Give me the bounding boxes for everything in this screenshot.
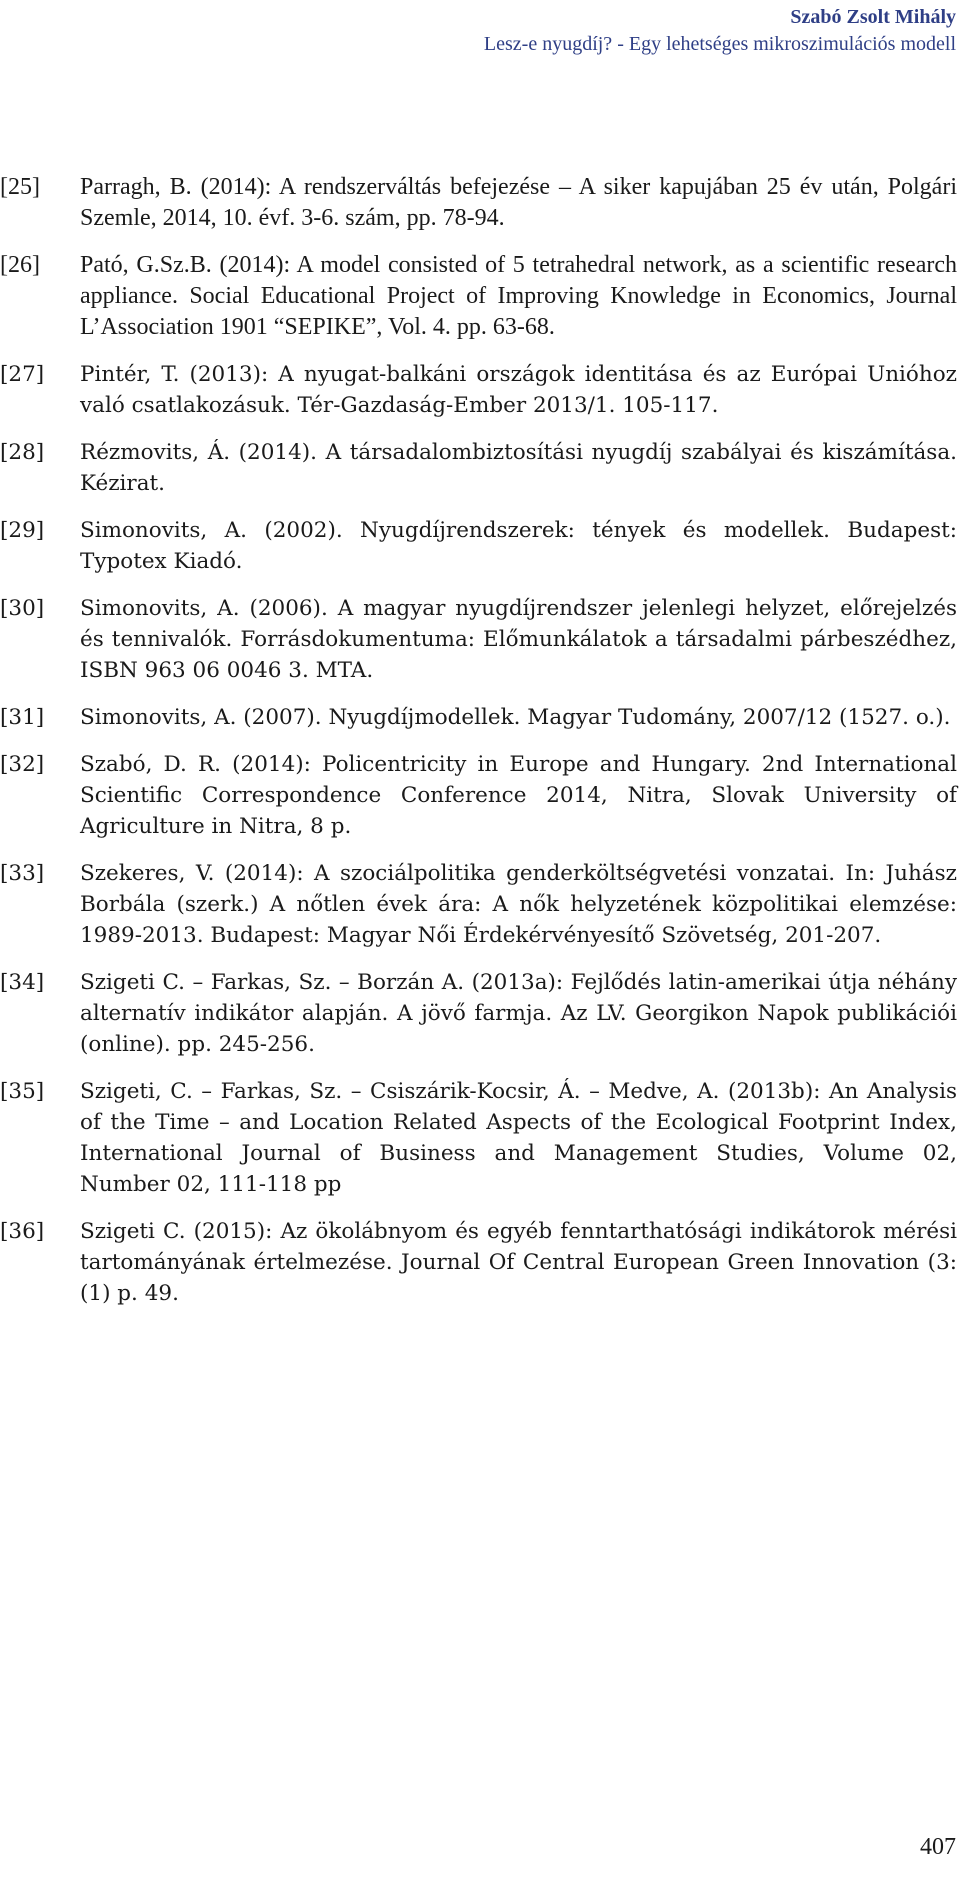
page-number: 407 [920,1834,956,1860]
reference-item [0,172,957,234]
reference-number: [32] [0,752,45,777]
reference-item [0,749,957,842]
reference-item [0,702,957,733]
reference-number: [30] [0,596,45,621]
reference-text: Szigeti, C. – Farkas, Sz. – Csiszárik-Kocsir, Á. – Medve, A. (2013b): An Analysis of the Time – and Location Related Aspects of the Ecological Footprint Index, International Journal of Business and Management Studies, Volume 02, Number 02, 111-118 pp [80,1079,957,1197]
reference-number: [28] [0,440,45,465]
reference-text: Parragh, B. (2014): A rendszerváltás befejezése – A siker kapujában 25 év után, Polgári Szemle, 2014, 10. évf. 3-6. szám, pp. 78-94. [80,174,957,231]
header-title: Lesz-e nyugdíj? - Egy lehetséges mikroszimulációs modell [483,33,956,55]
reference-number: [29] [0,518,45,543]
reference-number: [26] [0,252,40,278]
reference-text: Simonovits, A. (2002). Nyugdíjrendszerek: tények és modellek. Budapest: Typotex Kiadó. [80,518,957,574]
reference-text: Rézmovits, Á. (2014). A társadalombiztosítási nyugdíj szabályai és kiszámítása. Kézirat. [80,440,957,496]
reference-text: Pintér, T. (2013): A nyugat-balkáni országok identitása és az Európai Unióhoz való csatlakozásuk. Tér-Gazdaság-Ember 2013/1. 105-117. [80,362,957,418]
reference-item [0,250,957,343]
reference-text: Szigeti C. (2015): Az ökolábnyom és egyéb fenntarthatósági indikátorok mérési tartományának értelmezése. Journal Of Central European Green Innovation (3: (1) p. 49. [80,1219,957,1306]
reference-item [0,1076,957,1200]
reference-text: Szigeti C. – Farkas, Sz. – Borzán A. (2013a): Fejlődés latin-amerikai útja néhány alternatív indikátor alapján. A jövő farmja. Az LV. Georgikon Napok publikációi (online). pp. 245-256. [80,970,957,1057]
reference-item [0,858,957,951]
reference-text: Szekeres, V. (2014): A szociálpolitika genderköltségvetési vonzatai. In: Juhász Borbála (szerk.) A nőtlen évek ára: A nők helyzetének közpolitikai elemzése: 1989-2013. Budapest: Magyar Női Érdekérvényesítő Szövetség, 201-207. [80,861,957,948]
reference-number: [33] [0,861,45,886]
reference-item [0,1216,957,1309]
reference-text: Pató, G.Sz.B. (2014): A model consisted of 5 tetrahedral network, as a scientific research appliance. Social Educational Project of Improving Knowledge in Economics, Journal L’Association 1901 “SEPIKE”, Vol. 4. pp. 63-68. [80,252,957,340]
reference-item [0,359,957,421]
reference-number: [27] [0,362,45,387]
reference-item [0,515,957,577]
reference-item [0,437,957,499]
reference-item [0,967,957,1060]
reference-number: [25] [0,174,40,200]
reference-text: Szabó, D. R. (2014): Policentricity in Europe and Hungary. 2nd International Scientific Correspondence Conference 2014, Nitra, Slovak University of Agriculture in Nitra, 8 p. [80,752,957,839]
header-author: Szabó Zsolt Mihály [790,6,956,28]
page-header [484,4,956,58]
reference-item [0,593,957,686]
reference-text: Simonovits, A. (2006). A magyar nyugdíjrendszer jelenlegi helyzet, előrejelzés és tennivalók. Forrásdokumentuma: Előmunkálatok a társadalmi párbeszédhez, ISBN 963 06 0046 3. MTA. [80,596,957,683]
reference-list [0,172,957,1309]
reference-number: [34] [0,970,45,995]
reference-number: [35] [0,1079,45,1104]
reference-number: [36] [0,1219,45,1244]
reference-text: Simonovits, A. (2007). Nyugdíjmodellek. Magyar Tudomány, 2007/12 (1527. o.). [80,705,951,730]
reference-number: [31] [0,705,45,730]
